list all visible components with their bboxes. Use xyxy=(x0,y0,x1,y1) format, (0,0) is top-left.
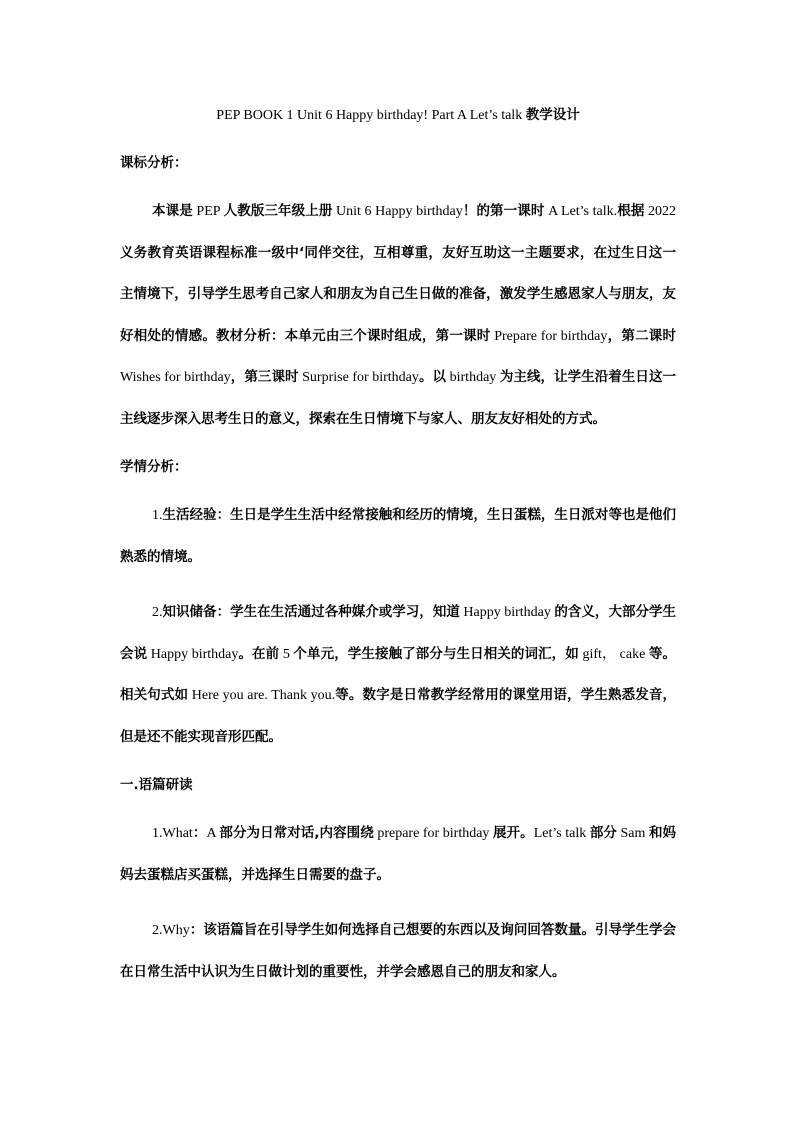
text-run: 展开。 xyxy=(492,825,534,841)
text-run: 等。相关句式如 xyxy=(120,645,677,703)
text-run: 5 xyxy=(279,646,294,662)
text-run: 等。数字是日常教学经常用的课堂用语，学生熟悉发音，但是还不能实现音形匹配。 xyxy=(120,687,677,745)
text-run: 2022 xyxy=(644,204,677,219)
text-run: 生活经验：生日是学生生活中经常接触和经历的情境，生日蛋糕，生日派对等也是他们熟悉的情境。 xyxy=(120,507,676,565)
text-run: gift， cake xyxy=(578,646,649,662)
text-run: Here you are. Thank you. xyxy=(188,688,336,703)
life-experience-paragraph xyxy=(120,495,676,578)
text-run: Happy birthday xyxy=(459,605,555,620)
text-run: 。以 xyxy=(418,369,447,385)
text-run: Let’s talk xyxy=(533,826,590,841)
text-run: 的含义，大部分学生会说 xyxy=(120,604,677,662)
text-run: 2.Why xyxy=(152,923,190,938)
what-paragraph xyxy=(120,813,676,896)
text-run: 1. xyxy=(152,508,163,523)
text-run: 。在前 xyxy=(238,645,280,662)
text-run: Prepare for birthday xyxy=(490,328,608,344)
text-run: ！的第一课时 xyxy=(462,203,545,219)
text-run: birthday xyxy=(446,370,500,385)
text-run: 和妈妈去蛋糕店买蛋糕，并选择生日需要的盘子。 xyxy=(120,825,677,883)
text-run: Surprise for birthday xyxy=(298,370,419,385)
text-run: Happy birthday xyxy=(147,646,239,662)
text-run: 1.What xyxy=(152,826,193,841)
text-run: 为主线，让学生沿着生日这一主线逐步深入思考生日的意义，探索在生日情境下与家人、朋友友好相处的方式。 xyxy=(120,369,677,427)
document-page xyxy=(120,104,676,993)
document-title xyxy=(120,104,676,126)
curriculum-analysis-heading: 课标分析： xyxy=(120,155,188,171)
title-english: PEP BOOK 1 Unit 6 Happy birthday! Part A Let’s talk xyxy=(216,108,523,123)
text-run: 部分 xyxy=(589,825,617,841)
text-run: A Let’s talk. xyxy=(544,204,618,219)
text-study-heading: 一.语篇研读 xyxy=(120,777,193,793)
text-run: 本课是 xyxy=(152,203,193,219)
text-run: ，第二课时 xyxy=(607,327,677,344)
title-chinese: 教学设计 xyxy=(525,107,580,123)
text-run: ：该语篇旨在引导学生如何选择自己想要的东西以及询问回答数量。引导学生学会在日常生活中认识为生日做计划的重要性，并学会感恩自己的朋友和家人。 xyxy=(120,922,676,980)
curriculum-analysis-paragraph xyxy=(120,191,676,440)
text-run: 人教版三年级上册 xyxy=(223,203,333,219)
text-run: prepare for birthday xyxy=(373,826,493,841)
text-run: A xyxy=(206,826,220,841)
text-run: PEP xyxy=(192,204,224,219)
why-paragraph xyxy=(120,910,676,993)
learner-analysis-heading: 学情分析： xyxy=(120,459,188,475)
text-run: 个单元，学生接触了部分与生日相关的词汇，如 xyxy=(293,645,579,662)
text-run: Sam xyxy=(616,826,649,841)
text-run: 部分为日常对话,内容围绕 xyxy=(219,825,374,841)
text-run: Wishes for birthday xyxy=(120,370,231,385)
text-run: 义务教育英语课程标准一级中‘同伴交往，互相尊重，友好互助这一主题要求，在过生日这一主情境下，引导学生思考自己家人和朋友为自己生日做的准备，激发学生感恩家人与朋友，友好相处的情感。教材分析：本单元由三个课时组成，第一课时 xyxy=(120,244,676,344)
text-run: ： xyxy=(192,825,207,841)
text-run: 2. xyxy=(152,605,163,620)
text-run: 根据 xyxy=(617,203,645,219)
text-run: 知识储备：学生在生活通过各种媒介或学习，知道 xyxy=(162,604,460,620)
text-run: Unit 6 Happy birthday xyxy=(332,204,463,219)
text-run: ，第三课时 xyxy=(230,369,299,385)
knowledge-reserve-paragraph xyxy=(120,592,676,758)
